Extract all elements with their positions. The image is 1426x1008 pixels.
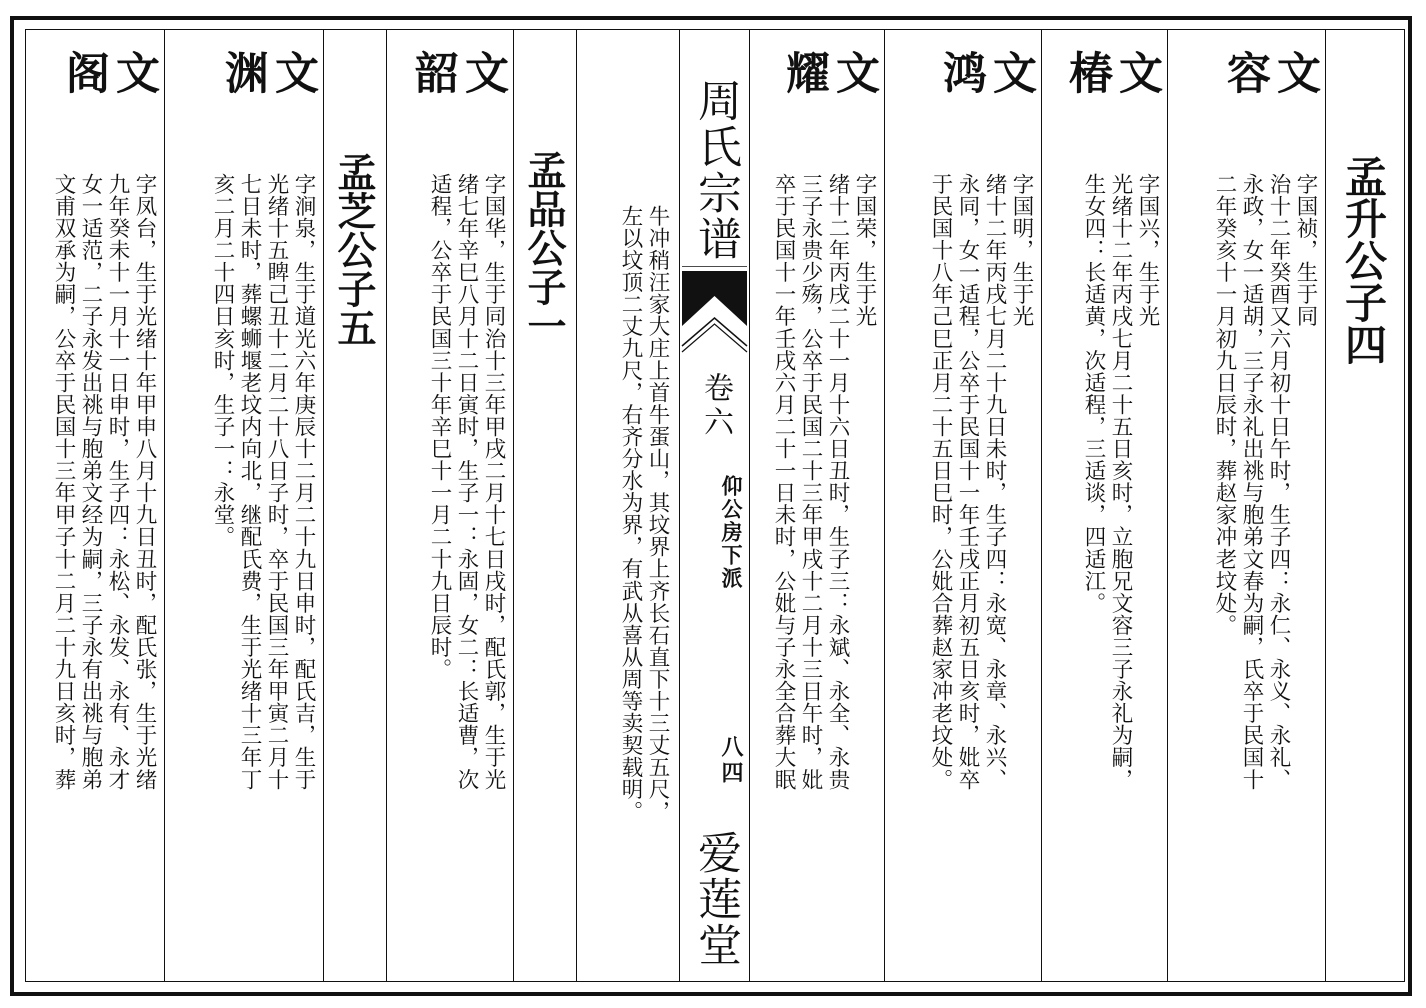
entry-name: 文 韶 — [407, 50, 508, 94]
entry-biography: 字国兴，生于光 光绪十二年丙戌七月二十五日亥时，立胞兄文容三子永礼为嗣， 生女四：长适黄，次适程，三适谈，四适江。 — [1081, 173, 1160, 791]
entry-wenshao — [387, 30, 513, 980]
entry-biography: 字国明，生于光 绪十二年丙戌七月二十九日未时，生子四：永宽、永章、永兴、 永同，女一适程，公卒于民国十一年壬戌正月初五日亥时，妣卒 于民国十八年己巳正月二十五日巳时，公妣合葬赵家冲老坟处。 — [928, 173, 1034, 791]
group-header: 孟升公子四 — [1339, 155, 1388, 365]
group-header: 孟品公子一 — [521, 150, 567, 345]
entry-name: 文 容 — [1219, 50, 1320, 94]
entry-wenhong — [885, 30, 1041, 980]
group-header: 孟芝公子五 — [331, 152, 377, 347]
entry-wenge — [27, 30, 164, 980]
hall-name: 爱莲堂 — [690, 830, 741, 968]
entry-biography: 字国荣，生于光 绪十二年丙戌二十一月十六日丑时，生子三：永斌、永全、永贵 三子永贵少殇，公卒于民国二十三年甲戌十二月十三日午时，妣 卒于民国十一年壬戌六月二十一日未时，公妣与子永全合葬大眠 — [771, 173, 877, 791]
entry-wenrong — [1168, 30, 1325, 980]
center-spine — [680, 30, 749, 980]
entry-name: 文 椿 — [1061, 50, 1162, 94]
page-number: 八四 — [718, 735, 744, 787]
volume-label: 卷六 — [698, 372, 733, 440]
burial-note: 牛冲稍汪家大庄上首牛蛋山，其坟界上齐长石直下十三丈五尺， 左以坟顶二丈九尺，右齐分水为界，有武从喜从周等卖契载明。 — [618, 205, 670, 823]
entry-wenyao — [750, 30, 884, 980]
entry-name: 文 鸿 — [935, 50, 1036, 94]
entry-biography: 字凤台，生于光绪十年甲申八月十九日丑时，配氏张，生于光绪 九年癸未十一月十一日申时，生子四：永松、永发、永有、永才 女一适范，二子永发出祧与胞弟文经为嗣，三子永有出祧与胞弟 文甫双承为嗣，公卒于民国十三年甲子十二月二十九日亥时，葬 — [51, 173, 157, 791]
entry-wenyuan — [165, 30, 323, 980]
group-header-column — [1326, 30, 1405, 980]
burial-note-column — [577, 30, 679, 980]
entry-wenchun — [1042, 30, 1167, 980]
entry-biography: 字国华，生于同治十三年甲戌二月十七日戌时，配氏郭，生于光 绪七年辛巳八月十二日寅时，生子一：永固，女二：长适曹，次 适程，公卒于民国三十年辛巳十一月二十九日辰时。 — [427, 173, 506, 791]
entry-name: 文 阁 — [58, 50, 159, 94]
group-header-column — [514, 30, 576, 980]
entry-name: 文 耀 — [778, 50, 879, 94]
entry-biography: 字涧泉，生于道光六年庚辰十二月二十九日申时，配氏吉，生于 光绪十五睥己丑十二月二十八日子时，卒于民国三年甲寅二月十 七日未时，葬螺蛳堰老坟内向北，继配氏费，生于光绪十三年丁 亥二月二十四日亥时，生子一：永堂。 — [210, 173, 316, 791]
branch-label: 仰公房下派 — [719, 475, 744, 590]
group-header-column — [324, 30, 386, 980]
entry-name: 文 渊 — [217, 50, 318, 94]
entry-biography: 字国祯，生于同 治十二年癸酉又六月初十日午时，生子四：永仁、永义、永礼、 永政，女一适胡，三子永礼出祧与胞弟文春为嗣，氏卒于民国十 二年癸亥十一月初九日辰时，葬赵家冲老坟处。 — [1212, 173, 1318, 791]
book-title: 周氏宗谱 — [690, 78, 741, 262]
fishtail-ornament — [680, 266, 749, 366]
